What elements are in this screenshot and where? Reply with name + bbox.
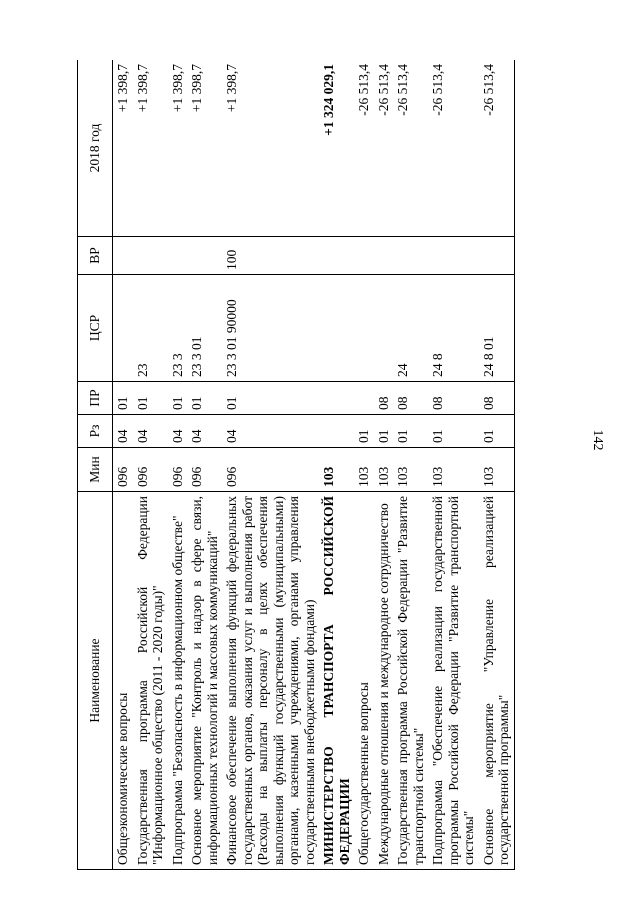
cell-csr <box>319 275 354 382</box>
cell-pr <box>319 382 354 415</box>
cell-rz: 04 <box>133 415 168 448</box>
table-row <box>374 60 394 870</box>
cell-vr <box>168 237 188 275</box>
cell-csr: 24 8 <box>428 275 479 382</box>
table-body <box>113 60 515 870</box>
cell-name: МИНИСТЕРСТВО ТРАНСПОРТА РОССИЙСКОЙ ФЕДЕРАЦИИ <box>319 492 354 870</box>
header-vr: ВР <box>78 237 113 275</box>
cell-min: 096 <box>133 448 168 492</box>
cell-name: Общегосударственные вопросы <box>354 492 374 870</box>
cell-min: 103 <box>319 448 354 492</box>
cell-amount: +1 398,7 <box>133 60 168 237</box>
cell-vr <box>319 237 354 275</box>
table-row <box>133 60 168 870</box>
cell-pr: 01 <box>222 382 319 415</box>
cell-rz: 01 <box>374 415 394 448</box>
cell-name: Финансовое обеспечение выполнения функций федеральных государственных органов, оказания услуг и выполнения работ (Расходы на выплаты персоналу в целях обеспечения выполнения функций государственными (муниципальными) органами, казенными учреждениями, органами управления государственными внебюджетными фондами) <box>222 492 319 870</box>
header-rz: Рз <box>78 415 113 448</box>
cell-amount: -26 513,4 <box>393 60 428 237</box>
header-csr: ЦСР <box>78 275 113 382</box>
cell-rz: 01 <box>479 415 515 448</box>
header-pr: ПР <box>78 382 113 415</box>
cell-pr: 01 <box>168 382 188 415</box>
cell-rz: 04 <box>113 415 133 448</box>
cell-min: 103 <box>428 448 479 492</box>
cell-vr <box>393 237 428 275</box>
cell-vr <box>374 237 394 275</box>
cell-amount: -26 513,4 <box>354 60 374 237</box>
cell-amount: -26 513,4 <box>479 60 515 237</box>
rotated-table-area <box>77 60 563 870</box>
header-min: Мин <box>78 448 113 492</box>
cell-csr <box>354 275 374 382</box>
cell-name: Подпрограмма "Безопасность в информационном обществе" <box>168 492 188 870</box>
cell-min: 103 <box>393 448 428 492</box>
cell-vr: 100 <box>222 237 319 275</box>
cell-name: Государственная программа Российской Федерации "Развитие транспортной системы" <box>393 492 428 870</box>
cell-min: 096 <box>222 448 319 492</box>
table-row <box>319 60 354 870</box>
cell-pr: 08 <box>393 382 428 415</box>
cell-pr <box>354 382 374 415</box>
cell-pr: 08 <box>374 382 394 415</box>
cell-name: Основное мероприятие "Управление реализацией государственной программы" <box>479 492 515 870</box>
cell-min: 103 <box>479 448 515 492</box>
cell-name: Основное мероприятие "Контроль и надзор в сфере связи, информационных технологий и массовых коммуникаций" <box>187 492 222 870</box>
cell-min: 096 <box>168 448 188 492</box>
header-year: 2018 год <box>78 60 113 237</box>
cell-csr <box>374 275 394 382</box>
table-header-row <box>78 60 113 870</box>
budget-table <box>77 60 515 870</box>
page-number: 142 <box>590 429 605 451</box>
cell-pr: 08 <box>428 382 479 415</box>
table-row <box>393 60 428 870</box>
cell-vr <box>479 237 515 275</box>
cell-name: Государственная программа Российской Федерации "Информационное общество (2011 - 2020 годы)" <box>133 492 168 870</box>
cell-name: Международные отношения и международное сотрудничество <box>374 492 394 870</box>
cell-amount: +1 324 029,1 <box>319 60 354 237</box>
cell-csr: 24 8 01 <box>479 275 515 382</box>
table-row <box>428 60 479 870</box>
cell-csr: 23 3 <box>168 275 188 382</box>
cell-csr <box>113 275 133 382</box>
table-row <box>168 60 188 870</box>
cell-min: 096 <box>113 448 133 492</box>
cell-vr <box>113 237 133 275</box>
cell-min: 103 <box>354 448 374 492</box>
cell-min: 096 <box>187 448 222 492</box>
cell-csr: 23 3 01 90000 <box>222 275 319 382</box>
cell-csr: 23 <box>133 275 168 382</box>
table-row <box>354 60 374 870</box>
cell-rz: 04 <box>168 415 188 448</box>
cell-vr <box>354 237 374 275</box>
cell-name: Подпрограмма "Обеспечение реализации государственной программы Российской Федерации "Развитие транспортной системы" <box>428 492 479 870</box>
cell-pr: 01 <box>133 382 168 415</box>
cell-amount: -26 513,4 <box>428 60 479 237</box>
cell-rz: 04 <box>187 415 222 448</box>
cell-min: 103 <box>374 448 394 492</box>
cell-vr <box>428 237 479 275</box>
cell-amount: +1 398,7 <box>168 60 188 237</box>
cell-vr <box>187 237 222 275</box>
cell-rz <box>319 415 354 448</box>
table-row <box>187 60 222 870</box>
cell-rz: 01 <box>428 415 479 448</box>
cell-amount: +1 398,7 <box>113 60 133 237</box>
cell-rz: 01 <box>393 415 428 448</box>
cell-rz: 01 <box>354 415 374 448</box>
cell-vr <box>133 237 168 275</box>
header-name: Наименование <box>78 492 113 870</box>
table-row <box>479 60 515 870</box>
table-canvas <box>77 60 563 870</box>
cell-pr: 01 <box>187 382 222 415</box>
cell-pr: 01 <box>113 382 133 415</box>
cell-pr: 08 <box>479 382 515 415</box>
cell-csr: 23 3 01 <box>187 275 222 382</box>
cell-csr: 24 <box>393 275 428 382</box>
cell-amount: -26 513,4 <box>374 60 394 237</box>
cell-rz: 04 <box>222 415 319 448</box>
cell-amount: +1 398,7 <box>222 60 319 237</box>
table-row <box>113 60 133 870</box>
cell-name: Общеэкономические вопросы <box>113 492 133 870</box>
cell-amount: +1 398,7 <box>187 60 222 237</box>
table-row <box>222 60 319 870</box>
